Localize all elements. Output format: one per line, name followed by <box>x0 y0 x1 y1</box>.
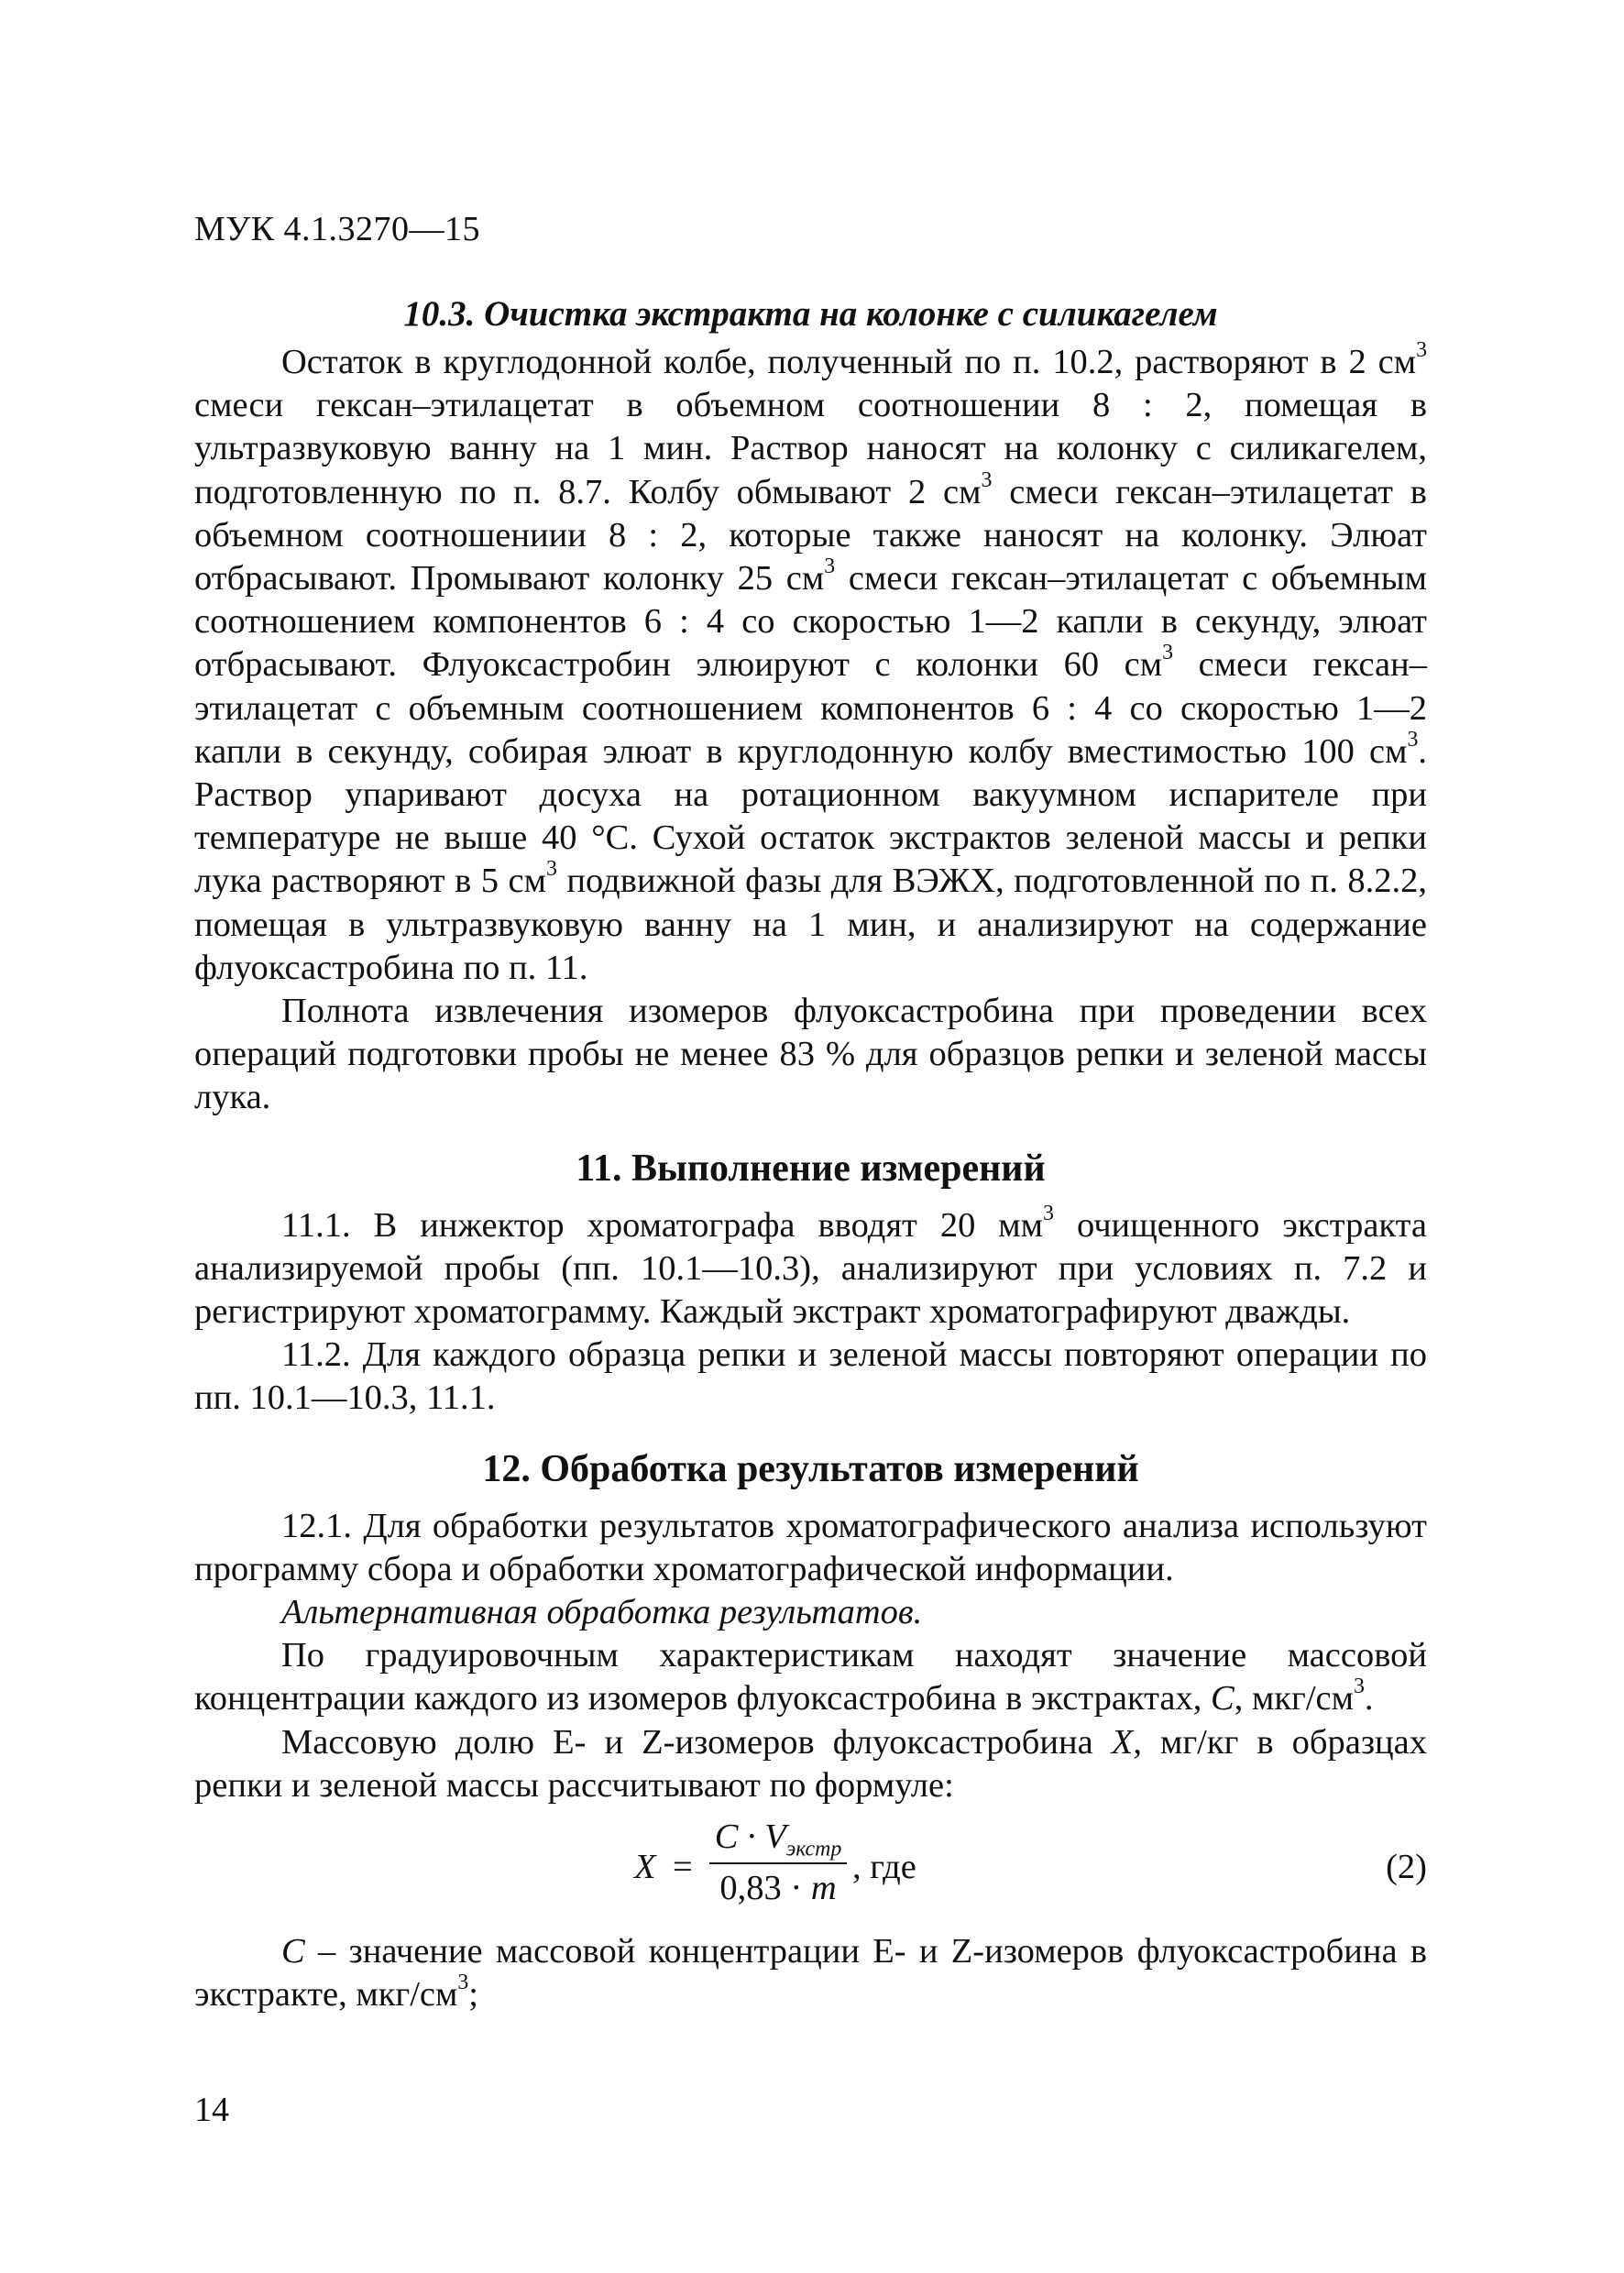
document-code: МУК 4.1.3270—15 <box>194 210 481 248</box>
section-11-title: 11. Выполнение измерений <box>576 1147 1046 1190</box>
formula-denominator: 0,83 · m <box>719 1869 837 1908</box>
formula-2 <box>194 1813 1427 1921</box>
section-12-1-paragraph: 12.1. Для обработки результатов хроматографического анализа используют программу сбора и обработки хроматографической информации. <box>194 1506 1427 1588</box>
page-number: 14 <box>194 2091 229 2129</box>
section-10-3-paragraph-1: Остаток в круглодонной колбе, полученный по п. 10.2, растворяют в 2 $см^3$ смеси гексан–этилацетат в объемном соотношении 8 : 2, помещая в ультразвуковую ванну на 1 мин. Раствор наносят на колонку с силикагелем, подготовленную по п. 8.7. Колбу обмывают 2 $см^3$ смеси гексан–этилацетат в объемном соотношениии 8 : 2, которые также наносят на колонку. Элюат отбрасывают. Промывают колонку 25 $см^3$ смеси гексан–этилацетат с объемным соотношением компонентов 6 : 4 со скоростью 1—2 капли в секунду, элюат отбрасывают. Флуоксастробин элюируют с колонки 60 $см^3$ смеси гексан–этилацетат с объемным соотношением компонентов 6 : 4 со скоростью 1—2 капли в секунду, собирая элюат в круглодонную колбу вместимостью 100 $см^3$. Раствор упаривают досуха на ротационном вакуумном испарителе при температуре не выше 40 °С. Сухой остаток экстрактов зеленой массы и репки лука растворяют в 5 $см^3$ подвижной фазы для ВЭЖХ, подготовленной по п. 8.2.2, помещая в ультразвуковую ванну на 1 мин, и анализируют на содержание флуоксастробина по п. 11. <box>194 338 1428 987</box>
section-12-paragraph-mass-fraction: Массовую долю Е- и Z-изомеров флуоксастробина X, мг/кг в образцах репки и зеленой массы рассчитывают по формуле: <box>194 1722 1428 1805</box>
formula-where: , где <box>852 1848 916 1887</box>
section-12-paragraph-concentration: По градуировочным характеристикам находят значение массовой концентрации каждого из изомеров флуоксастробина в экстрактах, С, мкг/$см^3$. <box>194 1636 1427 1718</box>
section-10-3-paragraph-2: Полнота извлечения изомеров флуоксастробина при проведении всех операций подготовки пробы не менее 83 % для образцов репки и зеленой массы лука. <box>194 992 1427 1117</box>
page-content <box>194 291 1427 2017</box>
formula-lhs: X <box>634 1848 656 1887</box>
formula-number: (2) <box>1386 1848 1427 1887</box>
section-10-3-title: 10.3. Очистка экстракта на колонке с силикагелем <box>403 294 1218 334</box>
section-12-title: 12. Обработка результатов измерений <box>482 1447 1139 1490</box>
formula-equals: = <box>673 1848 693 1887</box>
section-11-2-paragraph: 11.2. Для каждого образца репки и зеленой массы повторяют операции по пп. 10.1—10.3, 11.1. <box>194 1335 1427 1418</box>
formula-fraction <box>709 1813 847 1912</box>
formula-numerator: $C \cdot V_{экстр}$ <box>714 1817 842 1861</box>
alternative-processing-title: Альтернативная обработка результатов. <box>281 1593 923 1632</box>
section-11-1-paragraph: 11.1. В инжектор хроматографа вводят 20 $мм^3$ очищенного экстракта анализируемой пробы (пп. 10.1—10.3), анализируют при условиях п. 7.2 и регистрируют хроматограмму. Каждый экстракт хроматографируют дважды. <box>194 1201 1427 1332</box>
section-12-paragraph-definition-c: С – значение массовой концентрации Е- и Z-изомеров флуоксастробина в экстракте, мкг/$см^3$; <box>194 1932 1427 2015</box>
